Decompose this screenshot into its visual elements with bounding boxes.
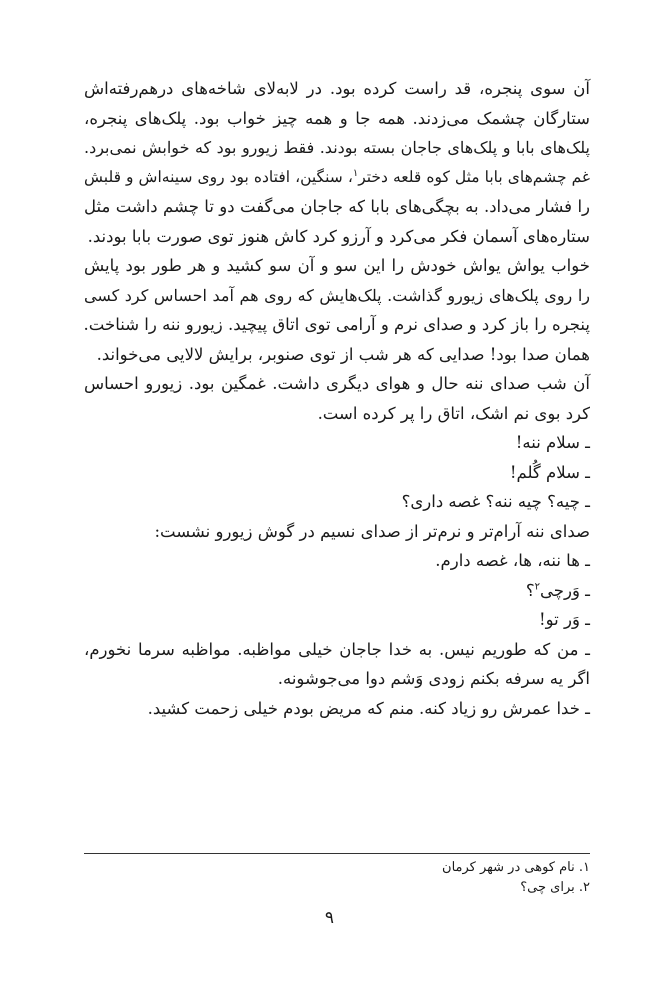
footnote-ref-1: ۱ (352, 167, 359, 179)
text-fragment: ، سنگین، افتاده بود روی سینه‌اش و قلبش (84, 167, 353, 186)
page-number: ۹ (324, 908, 335, 928)
dialogue-line: ـ سلام ننه! (515, 433, 590, 452)
footnotes (84, 858, 590, 898)
dialogue-line: ـ سلام گُلم! (509, 462, 590, 482)
text-line: کرد بوی نم اشک، اتاق را پر کرده است. (317, 403, 590, 423)
text-fragment: ـ وَرچی (540, 580, 590, 600)
narration-line: صدای ننه آرام‌تر و نرم‌تر از صدای نسیم در گوش زیورو نشست: (154, 521, 590, 541)
footnote-ref-2: ۲ (534, 581, 541, 592)
text-line: پنجره را باز کرد و صدای نرم و آرامی توی اتاق پیچید. زیورو ننه را شناخت. (83, 315, 590, 334)
text-line: را فشار می‌داد. به بچگی‌های بابا که جاجان می‌گفت دو تا چشم داشت مثل (84, 197, 590, 216)
text-fragment: ؟ (525, 580, 535, 600)
dialogue-line: اگر یه سرفه بکنم زودی وَشم دوا می‌جوشونه. (277, 669, 590, 688)
text-line: را روی پلک‌های زیورو گذاشت. پلک‌هایش که روی هم آمد احساس کرد کسی (84, 285, 590, 305)
dialogue-line: ـ من که طوریم نیس. به خدا جاجان خیلی مواظبه. مواظبه سرما نخورم، (84, 639, 590, 659)
text-line: آن سوی پنجره، قد راست کرده بود. در لابه‌لای شاخه‌های درهم‌رفته‌اش (84, 79, 590, 98)
body-text (84, 74, 590, 723)
text-line-with-footnote (84, 163, 590, 193)
dialogue-line-with-footnote (84, 576, 590, 606)
text-line: پلک‌های بابا و پلک‌های جاجان بسته بودند. فقط زیورو بود که خوابش نمی‌برد. (84, 138, 590, 157)
footnote-2: ۲. برای چی؟ (520, 880, 590, 895)
text-fragment: غم چشم‌های بابا مثل کوه قلعه دختر (358, 167, 590, 186)
text-line: همان صدا بود! صدایی که هر شب از توی صنوبر، برایش لالایی می‌خواند. (96, 344, 590, 364)
dialogue-line: ـ چیه؟ چیه ننه؟ غصه داری؟ (401, 492, 590, 511)
text-line: آن شب صدای ننه حال و هوای دیگری داشت. غمگین بود. زیورو احساس (84, 374, 590, 393)
footnote-1: ۱. نام کوهی در شهر کرمان (442, 860, 590, 875)
dialogue-line: ـ خدا عمرش رو زیاد کنه. منم که مریض بودم خیلی زحمت کشید. (147, 698, 590, 718)
text-line: ستاره‌های آسمان فکر می‌کرد و آرزو کرد کاش هنوز توی صورت بابا بودند. (87, 226, 590, 246)
footnote-divider (84, 853, 590, 854)
text-line: خواب یواش یواش خودش را این سو و آن سو کشید و هر طور بود پایش (84, 256, 590, 275)
dialogue-line: ـ ها ننه، ها، غصه دارم. (435, 551, 590, 570)
text-line: ستارگان چشمک می‌زدند. همه جا و همه چیز خواب بود. پلک‌های پنجره، (84, 108, 590, 128)
dialogue-line: ـ وَر تو! (538, 610, 590, 629)
